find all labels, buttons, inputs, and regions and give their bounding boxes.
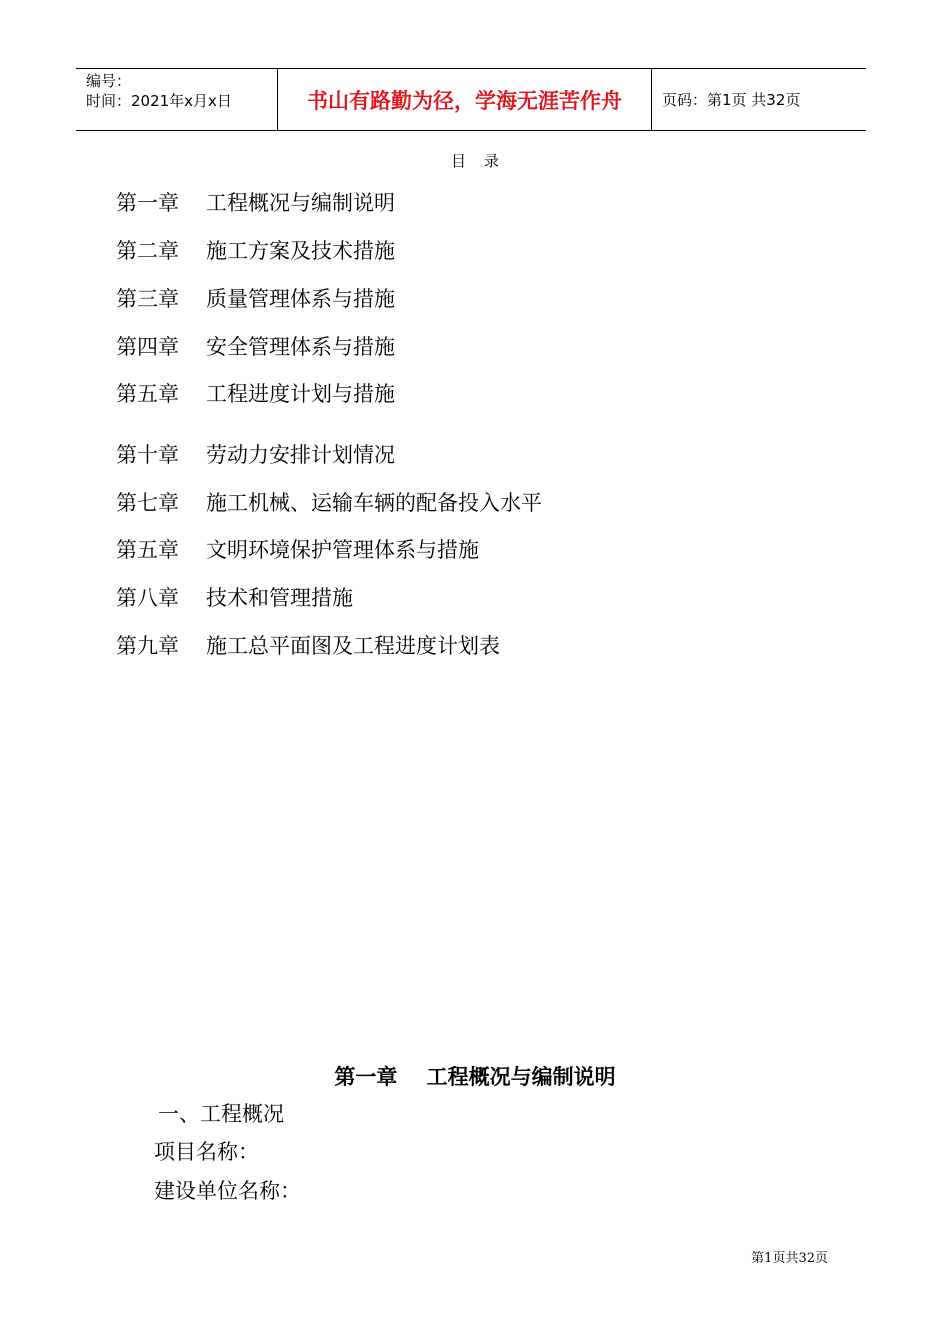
header-page-cell <box>652 69 866 130</box>
toc-chapter: 第十章 <box>116 443 179 467</box>
toc-item-title: 施工总平面图及工程进度计划表 <box>206 634 500 658</box>
toc-item-title: 工程概况与编制说明 <box>206 191 395 215</box>
toc-item-title: 质量管理体系与措施 <box>206 287 395 311</box>
toc-item[interactable] <box>116 537 479 563</box>
toc-item[interactable] <box>116 633 500 659</box>
toc-item[interactable] <box>116 442 395 468</box>
toc-item-title: 劳动力安排计划情况 <box>206 443 395 467</box>
header-motto: 书山有路勤为径，学海无涯苦作舟 <box>307 87 622 113</box>
toc-chapter: 第一章 <box>116 191 179 215</box>
toc-item-title: 工程进度计划与措施 <box>206 382 395 406</box>
toc-item[interactable] <box>116 585 353 611</box>
toc-item[interactable] <box>116 334 395 360</box>
toc-chapter: 第四章 <box>116 335 179 359</box>
toc-item-title: 施工方案及技术措施 <box>206 239 395 263</box>
toc-item-title: 施工机械、运输车辆的配备投入水平 <box>206 491 542 515</box>
toc-item[interactable] <box>116 490 542 516</box>
toc-item-title: 技术和管理措施 <box>206 586 353 610</box>
page-footer: 第1页共32页 <box>751 1251 828 1266</box>
toc-item[interactable] <box>116 286 395 312</box>
header-meta <box>76 69 278 130</box>
toc-chapter: 第二章 <box>116 239 179 263</box>
toc-chapter: 第五章 <box>116 382 179 406</box>
toc-item[interactable] <box>116 381 395 407</box>
header-number: 编号： <box>86 72 132 90</box>
builder-name-label: 建设单位名称： <box>154 1179 301 1203</box>
header-page-label: 页码：第1页 共32页 <box>662 91 801 109</box>
toc-item-title: 安全管理体系与措施 <box>206 335 395 359</box>
project-name-label: 项目名称： <box>154 1140 259 1164</box>
toc-chapter: 第三章 <box>116 287 179 311</box>
toc-chapter: 第七章 <box>116 491 179 515</box>
section-heading: 一、工程概况 <box>158 1102 284 1126</box>
chapter-heading: 第一章 工程概况与编制说明 <box>334 1065 616 1089</box>
toc-item[interactable] <box>116 238 395 264</box>
toc-item[interactable] <box>116 190 395 216</box>
page-header <box>76 68 866 131</box>
header-date: 时间：2021年x月x日 <box>86 92 232 110</box>
toc-chapter: 第八章 <box>116 586 179 610</box>
toc-title: 目录 <box>450 152 517 170</box>
toc-chapter: 第九章 <box>116 634 179 658</box>
header-motto-cell <box>278 69 652 130</box>
toc-chapter: 第五章 <box>116 538 179 562</box>
toc-item-title: 文明环境保护管理体系与措施 <box>206 538 479 562</box>
